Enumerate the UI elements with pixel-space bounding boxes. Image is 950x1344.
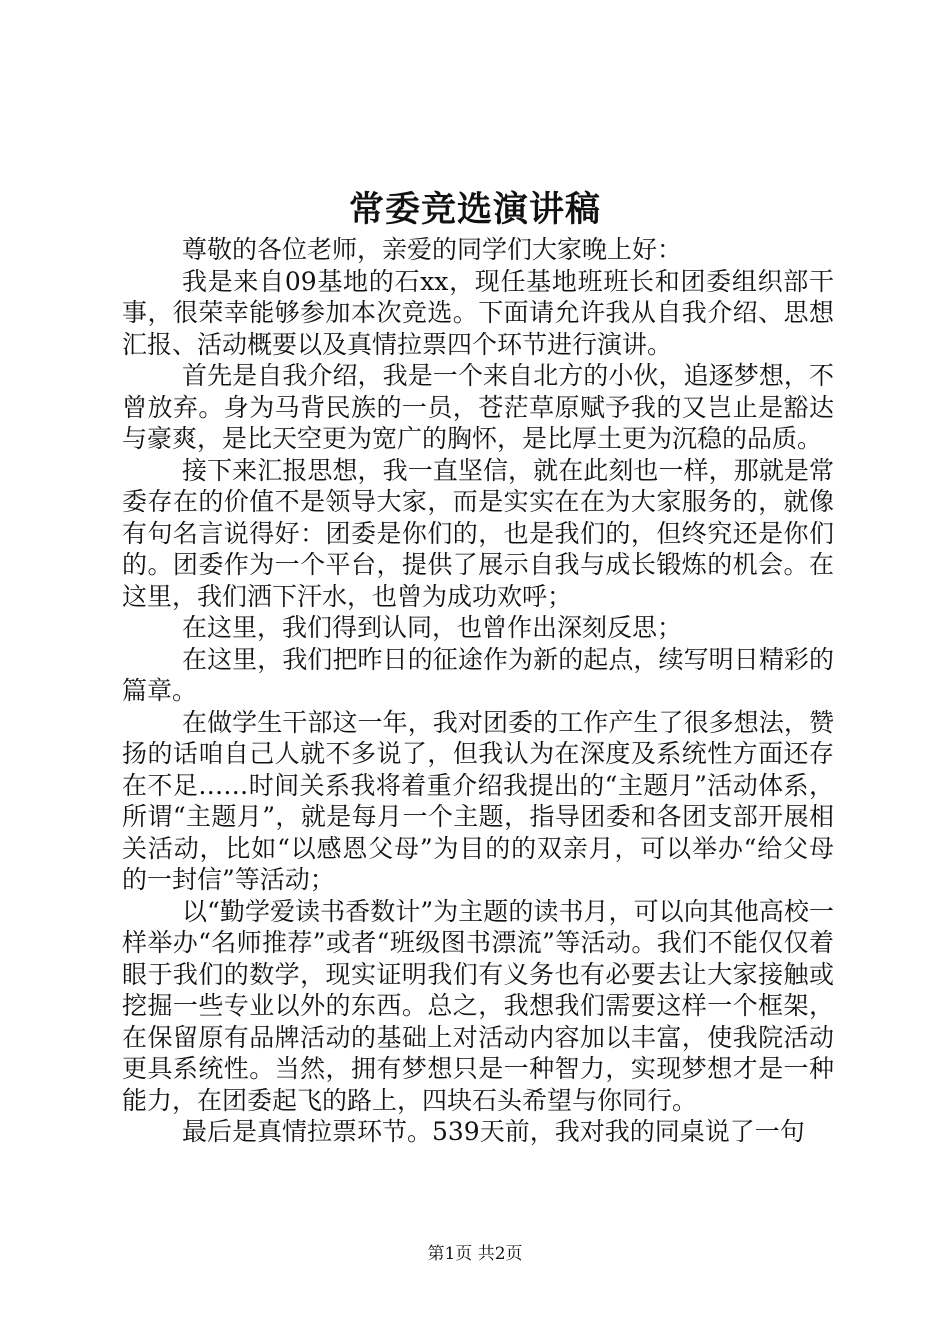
paragraph-self-introduction: 首先是自我介绍，我是一个来自北方的小伙，追逐梦想，不曾放弃。身为马背民族的一员，苍茫草原赋予我的又岂止是豁达与豪爽，是比天空更为宽广的胸怀，是比厚土更为沉稳的品质。 [122,361,834,453]
document-title: 常委竞选演讲稿 [348,189,601,230]
paragraph-vote-appeal: 最后是真情拉票环节。539天前，我对我的同桌说了一句 [182,1117,805,1146]
paragraph-intro: 我是来自09基地的石xx，现任基地班班长和团委组织部干事，很荣幸能够参加本次竞选。下面请允许我从自我介绍、思想汇报、活动概要以及真情拉票四个环节进行演讲。 [122,266,834,359]
document-body [122,234,834,1148]
paragraph-recognition: 在这里，我们得到认同，也曾作出深刻反思； [182,613,683,642]
paragraph-thought-report: 接下来汇报思想，我一直坚信，就在此刻也一样，那就是常委存在的价值不是领导大家，而是实实在在为大家服务的，就像有句名言说得好：团委是你们的，也是我们的，但终究还是你们的。团委作为一个平台，提供了展示自我与成长锻炼的机会。在这里，我们洒下汗水，也曾为成功欢呼； [122,455,834,611]
paragraph-reading-month: 以“勤学爱读书香数计”为主题的读书月，可以向其他高校一样举办“名师推荐”或者“班级图书漂流”等活动。我们不能仅仅着眼于我们的数学，现实证明我们有义务也有必要去让大家接触或挖掘一些专业以外的东西。总之，我想我们需要这样一个框架，在保留原有品牌活动的基础上对活动内容加以丰富，使我院活动更具系统性。当然，拥有梦想只是一种智力，实现梦想才是一种能力，在团委起飞的路上，四块石头希望与你同行。 [122,896,834,1115]
paragraph-greeting: 尊敬的各位老师，亲爱的同学们大家晚上好： [182,235,683,264]
paragraph-theme-month: 在做学生干部这一年，我对团委的工作产生了很多想法，赞扬的话咱自己人就不多说了，但我认为在深度及系统性方面还存在不足……时间关系我将着重介绍我提出的“主题月”活动体系，所谓“主题月”，就是每月一个主题，指导团委和各团支部开展相关活动，比如“以感恩父母”为目的的双亲月，可以举办“给父母的一封信”等活动； [122,707,834,894]
paragraph-new-starting-point: 在这里，我们把昨日的征途作为新的起点，续写明日精彩的篇章。 [122,644,834,705]
page-number-footer: 第1页 共2页 [427,1244,523,1264]
